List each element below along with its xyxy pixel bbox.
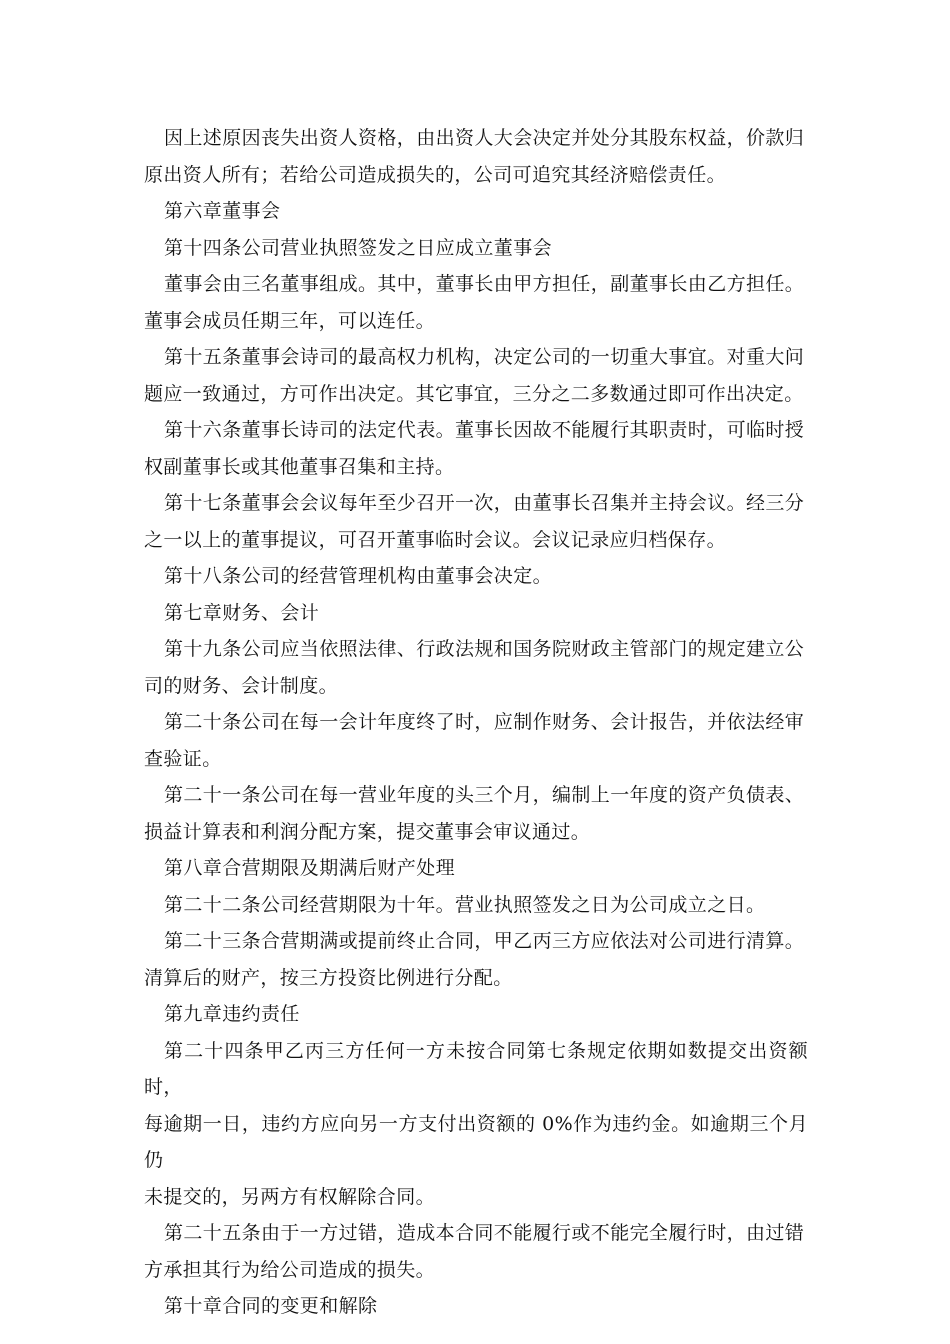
paragraph [144,339,808,412]
text-line: 第十六条董事长诗司的法定代表。董事长因故不能履行其职责时，可临时授 [164,419,805,441]
text-line: 第十七条董事会会议每年至少召开一次，由董事长召集并主持会议。经三分 [164,492,805,514]
text-line: 董事会成员任期三年，可以连任。 [144,309,436,332]
chapter-heading [144,850,808,887]
text-line: 第二十一条公司在每一营业年度的头三个月，编制上一年度的资产负债表、 [164,784,805,806]
text-line: 第二十条公司在每一会计年度终了时，应制作财务、会计报告，并依法经审 [164,711,805,733]
text-line: 第七章财务、会计 [164,601,320,624]
text-line: 查验证。 [144,747,222,770]
text-line: 原出资人所有；若给公司造成损失的，公司可追究其经济赔偿责任。 [144,163,727,186]
text-line: 未提交的，另两方有权解除合同。 [144,1185,436,1208]
text-line: 清算后的财产，按三方投资比例进行分配。 [144,966,513,989]
paragraph [144,485,808,558]
text-line: 权副董事长或其他董事召集和主持。 [144,455,455,478]
chapter-heading [144,595,808,632]
text-line: 第二十四条甲乙丙三方任何一方未按合同第七条规定依期如数提交出资额时， [144,1039,808,1098]
text-line: 第八章合营期限及期满后财产处理 [164,857,456,879]
paragraph [144,704,808,777]
text-line: 题应一致通过，方可作出决定。其它事宜，三分之二多数通过即可作出决定。 [144,382,804,405]
text-line: 之一以上的董事提议，可召开董事临时会议。会议记录应归档保存。 [144,528,727,551]
paragraph [144,120,808,193]
chapter-heading [144,193,808,230]
text-line: 第十章合同的变更和解除 [164,1295,378,1317]
text-line: 第二十五条由于一方过错，造成本合同不能履行或不能完全履行时，由过错 [164,1222,805,1244]
paragraph [144,1215,808,1288]
paragraph [144,412,808,485]
text-line: 第二十二条公司经营期限为十年。营业执照签发之日为公司成立之日。 [164,893,766,916]
paragraph [144,631,808,704]
text-line: 第十八条公司的经营管理机构由董事会决定。 [164,565,553,587]
text-line: 董事会由三名董事组成。其中，董事长由甲方担任，副董事长由乙方担任。 [164,273,805,295]
paragraph [144,887,808,924]
text-line: 第十九条公司应当依照法律、行政法规和国务院财政主管部门的规定建立公 [164,638,805,660]
paragraph [144,923,808,996]
text-line: 司的财务、会计制度。 [144,674,339,697]
text-line: 第十四条公司营业执照签发之日应成立董事会 [164,236,553,259]
text-line: 每逾期一日，违约方应向另一方支付出资额的 0%作为违约金。如逾期三个月仍 [144,1112,808,1171]
paragraph [144,266,808,339]
text-line: 因上述原因丧失出资人资格，由出资人大会决定并处分其股东权益，价款归 [164,127,805,149]
paragraph [144,777,808,850]
text-line: 第九章违约责任 [164,1003,300,1025]
text-line: 方承担其行为给公司造成的损失。 [144,1258,436,1281]
text-line: 第六章董事会 [164,200,281,222]
chapter-heading [144,996,808,1033]
paragraph [144,230,808,267]
document-page [144,120,808,1325]
chapter-heading [144,1288,808,1325]
text-line: 第二十三条合营期满或提前终止合同，甲乙丙三方应依法对公司进行清算。 [164,930,805,952]
text-line: 损益计算表和利润分配方案，提交董事会审议通过。 [144,820,591,843]
paragraph [144,558,808,595]
text-line: 第十五条董事会诗司的最高权力机构，决定公司的一切重大事宜。对重大问 [164,346,805,368]
paragraph [144,1033,808,1216]
